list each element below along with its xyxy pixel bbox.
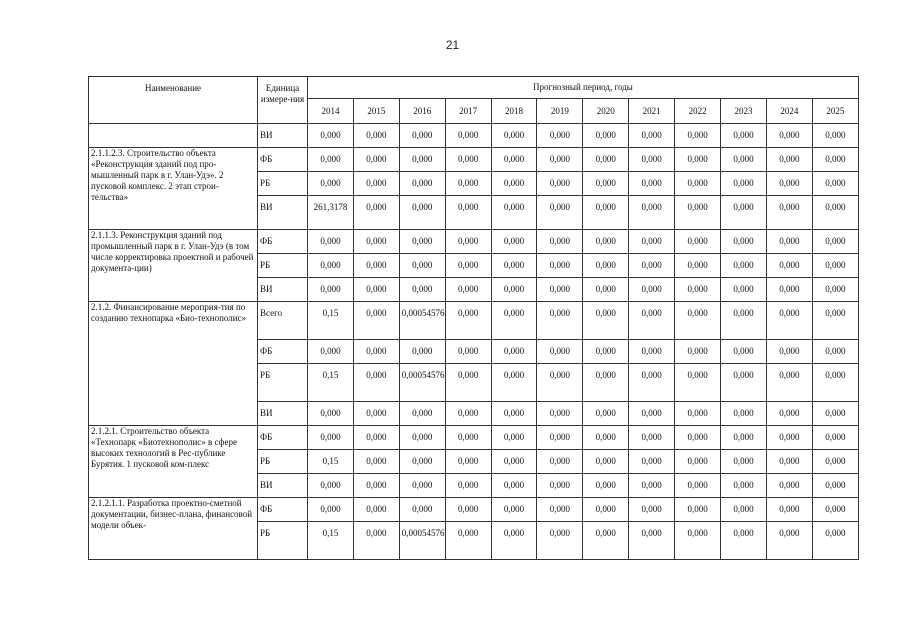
value-cell: 0,000 xyxy=(491,230,537,254)
value-cell: 0,000 xyxy=(491,340,537,364)
value-cell: 0,000 xyxy=(537,426,583,450)
unit-cell: РБ xyxy=(258,364,308,402)
value-cell: 0,000 xyxy=(308,402,354,426)
value-cell: 0,000 xyxy=(629,364,675,402)
value-cell: 0,000 xyxy=(491,148,537,172)
value-cell: 0,000 xyxy=(399,230,445,254)
value-cell: 0,000 xyxy=(308,426,354,450)
value-cell: 0,000 xyxy=(537,522,583,560)
value-cell: 0,000 xyxy=(766,254,812,278)
value-cell: 0,000 xyxy=(308,124,354,148)
value-cell: 0,000 xyxy=(445,364,491,402)
value-cell: 0,15 xyxy=(308,364,354,402)
value-cell: 0,000 xyxy=(812,364,858,402)
value-cell: 0,000 xyxy=(766,450,812,474)
value-cell: 0,000 xyxy=(766,498,812,522)
value-cell: 0,000 xyxy=(629,196,675,230)
value-cell: 0,000 xyxy=(721,402,767,426)
value-cell: 0,000 xyxy=(353,302,399,340)
value-cell: 0,000 xyxy=(721,498,767,522)
value-cell: 0,000 xyxy=(399,278,445,302)
value-cell: 0,000 xyxy=(308,148,354,172)
value-cell: 0,000 xyxy=(675,302,721,340)
value-cell: 0,15 xyxy=(308,522,354,560)
header-year: 2022 xyxy=(675,99,721,124)
value-cell: 0,000 xyxy=(675,426,721,450)
value-cell: 0,000 xyxy=(537,254,583,278)
value-cell: 0,000 xyxy=(675,172,721,196)
value-cell: 0,000 xyxy=(766,474,812,498)
unit-cell: ФБ xyxy=(258,148,308,172)
value-cell: 0,000 xyxy=(583,474,629,498)
value-cell: 0,000 xyxy=(721,172,767,196)
value-cell: 0,000 xyxy=(308,230,354,254)
value-cell: 0,000 xyxy=(491,278,537,302)
value-cell: 0,00054576 xyxy=(399,522,445,560)
value-cell: 0,00054576 xyxy=(399,364,445,402)
header-year: 2019 xyxy=(537,99,583,124)
value-cell: 0,000 xyxy=(537,302,583,340)
table-row xyxy=(89,302,859,340)
unit-cell: ВИ xyxy=(258,124,308,148)
value-cell: 0,000 xyxy=(491,172,537,196)
value-cell: 0,000 xyxy=(721,148,767,172)
value-cell: 0,000 xyxy=(629,148,675,172)
value-cell: 0,000 xyxy=(308,254,354,278)
table-row xyxy=(89,148,859,172)
value-cell: 0,000 xyxy=(583,196,629,230)
value-cell: 0,000 xyxy=(675,498,721,522)
header-year: 2017 xyxy=(445,99,491,124)
value-cell: 0,000 xyxy=(353,124,399,148)
unit-cell: РБ xyxy=(258,254,308,278)
unit-cell: ФБ xyxy=(258,230,308,254)
value-cell: 0,000 xyxy=(445,450,491,474)
value-cell: 0,000 xyxy=(445,498,491,522)
value-cell: 0,000 xyxy=(629,340,675,364)
unit-cell: РБ xyxy=(258,172,308,196)
value-cell: 0,000 xyxy=(812,474,858,498)
value-cell: 0,000 xyxy=(353,364,399,402)
value-cell: 0,000 xyxy=(629,474,675,498)
value-cell: 0,000 xyxy=(445,148,491,172)
value-cell: 0,000 xyxy=(766,426,812,450)
header-year: 2016 xyxy=(399,99,445,124)
value-cell: 0,000 xyxy=(537,148,583,172)
value-cell: 0,000 xyxy=(537,196,583,230)
value-cell: 0,000 xyxy=(766,522,812,560)
value-cell: 0,000 xyxy=(537,172,583,196)
row-name-cell xyxy=(89,124,258,148)
value-cell: 0,000 xyxy=(445,172,491,196)
value-cell: 0,000 xyxy=(766,196,812,230)
value-cell: 0,000 xyxy=(766,124,812,148)
row-name-cell: 2.1.1.2.3. Строительство объекта «Реконструкция зданий под про-мышленный парк в г. Улан-Удэ». 2 пусковой комплекс. 2 этап строи-тельства» xyxy=(89,148,258,230)
value-cell: 0,000 xyxy=(308,172,354,196)
value-cell: 0,000 xyxy=(766,402,812,426)
value-cell: 0,000 xyxy=(583,254,629,278)
value-cell: 0,000 xyxy=(583,402,629,426)
value-cell: 0,000 xyxy=(353,196,399,230)
value-cell: 0,000 xyxy=(399,474,445,498)
value-cell: 0,000 xyxy=(583,230,629,254)
value-cell: 0,000 xyxy=(675,148,721,172)
value-cell: 0,000 xyxy=(766,278,812,302)
value-cell: 0,000 xyxy=(353,426,399,450)
header-year: 2015 xyxy=(353,99,399,124)
value-cell: 0,000 xyxy=(491,254,537,278)
value-cell: 0,000 xyxy=(445,230,491,254)
value-cell: 0,000 xyxy=(537,340,583,364)
value-cell: 0,000 xyxy=(629,278,675,302)
value-cell: 0,000 xyxy=(629,172,675,196)
value-cell: 0,000 xyxy=(491,196,537,230)
value-cell: 0,000 xyxy=(812,450,858,474)
value-cell: 0,000 xyxy=(629,254,675,278)
value-cell: 0,000 xyxy=(491,498,537,522)
value-cell: 0,000 xyxy=(399,450,445,474)
value-cell: 0,000 xyxy=(537,474,583,498)
value-cell: 0,000 xyxy=(491,402,537,426)
value-cell: 0,000 xyxy=(812,230,858,254)
header-year: 2023 xyxy=(721,99,767,124)
value-cell: 0,000 xyxy=(629,522,675,560)
value-cell: 0,000 xyxy=(721,450,767,474)
value-cell: 0,000 xyxy=(491,364,537,402)
header-year: 2020 xyxy=(583,99,629,124)
value-cell: 0,000 xyxy=(675,196,721,230)
value-cell: 0,000 xyxy=(399,196,445,230)
value-cell: 0,000 xyxy=(583,450,629,474)
value-cell: 0,000 xyxy=(766,230,812,254)
value-cell: 0,000 xyxy=(445,474,491,498)
value-cell: 0,000 xyxy=(537,364,583,402)
value-cell: 0,000 xyxy=(766,172,812,196)
header-period: Прогнозный период, годы xyxy=(308,77,859,99)
value-cell: 0,000 xyxy=(399,172,445,196)
row-name-cell: 2.1.2. Финансирование мероприя-тия по созданию технопарка «Био-технополис» xyxy=(89,302,258,426)
value-cell: 0,000 xyxy=(721,426,767,450)
value-cell: 0,15 xyxy=(308,450,354,474)
value-cell: 0,000 xyxy=(353,278,399,302)
value-cell: 0,000 xyxy=(812,402,858,426)
value-cell: 0,000 xyxy=(721,340,767,364)
value-cell: 0,000 xyxy=(812,426,858,450)
value-cell: 0,000 xyxy=(583,148,629,172)
value-cell: 0,000 xyxy=(491,474,537,498)
value-cell: 0,000 xyxy=(308,498,354,522)
value-cell: 0,000 xyxy=(812,254,858,278)
value-cell: 0,000 xyxy=(399,426,445,450)
unit-cell: ФБ xyxy=(258,340,308,364)
value-cell: 0,000 xyxy=(353,148,399,172)
table-row xyxy=(89,124,859,148)
value-cell: 0,000 xyxy=(353,474,399,498)
value-cell: 0,000 xyxy=(537,230,583,254)
value-cell: 0,000 xyxy=(445,254,491,278)
value-cell: 0,000 xyxy=(766,340,812,364)
unit-cell: Всего xyxy=(258,302,308,340)
value-cell: 0,000 xyxy=(583,426,629,450)
value-cell: 0,000 xyxy=(537,450,583,474)
header-year: 2025 xyxy=(812,99,858,124)
value-cell: 0,000 xyxy=(721,278,767,302)
value-cell: 0,000 xyxy=(399,148,445,172)
value-cell: 0,000 xyxy=(583,340,629,364)
value-cell: 0,000 xyxy=(629,450,675,474)
header-unit: Единица измере-ния xyxy=(258,77,308,124)
value-cell: 0,000 xyxy=(399,254,445,278)
value-cell: 0,000 xyxy=(629,402,675,426)
value-cell: 0,000 xyxy=(675,230,721,254)
header-year: 2021 xyxy=(629,99,675,124)
table-row xyxy=(89,230,859,254)
value-cell: 0,000 xyxy=(353,230,399,254)
value-cell: 0,000 xyxy=(353,172,399,196)
unit-cell: ВИ xyxy=(258,278,308,302)
value-cell: 0,000 xyxy=(537,124,583,148)
value-cell: 0,000 xyxy=(353,498,399,522)
value-cell: 0,000 xyxy=(675,450,721,474)
value-cell: 0,000 xyxy=(445,402,491,426)
value-cell: 0,000 xyxy=(721,522,767,560)
value-cell: 0,15 xyxy=(308,302,354,340)
value-cell: 0,000 xyxy=(583,278,629,302)
value-cell: 0,000 xyxy=(491,302,537,340)
page-number: 21 xyxy=(445,38,460,52)
value-cell: 0,000 xyxy=(308,474,354,498)
value-cell: 0,000 xyxy=(721,254,767,278)
value-cell: 0,000 xyxy=(491,450,537,474)
value-cell: 0,000 xyxy=(675,124,721,148)
header-year: 2018 xyxy=(491,99,537,124)
value-cell: 0,000 xyxy=(812,124,858,148)
value-cell: 0,000 xyxy=(812,196,858,230)
value-cell: 0,000 xyxy=(629,230,675,254)
value-cell: 0,000 xyxy=(583,522,629,560)
value-cell: 0,000 xyxy=(353,402,399,426)
value-cell: 0,000 xyxy=(353,340,399,364)
value-cell: 0,000 xyxy=(399,340,445,364)
value-cell: 0,000 xyxy=(812,340,858,364)
value-cell: 0,000 xyxy=(583,498,629,522)
value-cell: 0,000 xyxy=(445,302,491,340)
value-cell: 0,000 xyxy=(721,124,767,148)
value-cell: 0,000 xyxy=(583,302,629,340)
value-cell: 0,000 xyxy=(491,522,537,560)
value-cell: 0,000 xyxy=(629,124,675,148)
value-cell: 0,000 xyxy=(583,364,629,402)
value-cell: 0,000 xyxy=(766,302,812,340)
value-cell: 0,000 xyxy=(812,172,858,196)
row-name-cell: 2.1.1.3. Реконструкция зданий под промышленный парк в г. Улан-Удэ (в том числе корректировка проектной и рабочей документа-ции) xyxy=(89,230,258,302)
value-cell: 0,000 xyxy=(675,364,721,402)
value-cell: 0,000 xyxy=(583,124,629,148)
value-cell: 0,000 xyxy=(491,426,537,450)
value-cell: 0,000 xyxy=(445,278,491,302)
value-cell: 0,000 xyxy=(308,278,354,302)
value-cell: 0,000 xyxy=(537,278,583,302)
value-cell: 0,000 xyxy=(812,278,858,302)
header-name: Наименование xyxy=(89,77,258,124)
value-cell: 0,000 xyxy=(445,522,491,560)
unit-cell: ВИ xyxy=(258,474,308,498)
unit-cell: ВИ xyxy=(258,196,308,230)
table-row xyxy=(89,426,859,450)
row-name-cell: 2.1.2.1. Строительство объекта «Технопарк «Биотехнополис» в сфере высоких технологий в Рес-публике Бурятия. 1 пусковой ком-плекс xyxy=(89,426,258,498)
value-cell: 0,000 xyxy=(629,302,675,340)
value-cell: 0,000 xyxy=(353,450,399,474)
value-cell: 0,000 xyxy=(399,498,445,522)
value-cell: 0,000 xyxy=(629,498,675,522)
value-cell: 0,000 xyxy=(629,426,675,450)
row-name-cell: 2.1.2.1.1. Разработка проектно-сметной документации, бизнес-плана, финансовой модели объек- xyxy=(89,498,258,560)
value-cell: 0,000 xyxy=(308,340,354,364)
value-cell: 0,000 xyxy=(353,522,399,560)
value-cell: 0,000 xyxy=(675,254,721,278)
unit-cell: ВИ xyxy=(258,402,308,426)
header-year: 2014 xyxy=(308,99,354,124)
value-cell: 261,3178 xyxy=(308,196,354,230)
value-cell: 0,000 xyxy=(445,196,491,230)
value-cell: 0,000 xyxy=(445,426,491,450)
value-cell: 0,000 xyxy=(399,124,445,148)
unit-cell: ФБ xyxy=(258,498,308,522)
unit-cell: РБ xyxy=(258,522,308,560)
value-cell: 0,000 xyxy=(491,124,537,148)
value-cell: 0,000 xyxy=(353,254,399,278)
value-cell: 0,000 xyxy=(399,402,445,426)
value-cell: 0,000 xyxy=(721,196,767,230)
value-cell: 0,000 xyxy=(675,522,721,560)
header-year: 2024 xyxy=(766,99,812,124)
value-cell: 0,000 xyxy=(445,340,491,364)
value-cell: 0,000 xyxy=(537,402,583,426)
value-cell: 0,000 xyxy=(675,474,721,498)
value-cell: 0,000 xyxy=(812,498,858,522)
value-cell: 0,000 xyxy=(675,278,721,302)
unit-cell: ФБ xyxy=(258,426,308,450)
value-cell: 0,000 xyxy=(812,148,858,172)
value-cell: 0,000 xyxy=(537,498,583,522)
value-cell: 0,000 xyxy=(721,364,767,402)
forecast-table xyxy=(88,76,859,560)
unit-cell: РБ xyxy=(258,450,308,474)
value-cell: 0,000 xyxy=(766,148,812,172)
value-cell: 0,000 xyxy=(583,172,629,196)
value-cell: 0,000 xyxy=(721,474,767,498)
value-cell: 0,000 xyxy=(766,364,812,402)
value-cell: 0,000 xyxy=(445,124,491,148)
value-cell: 0,000 xyxy=(812,522,858,560)
value-cell: 0,000 xyxy=(675,402,721,426)
value-cell: 0,000 xyxy=(675,340,721,364)
value-cell: 0,000 xyxy=(721,230,767,254)
value-cell: 0,000 xyxy=(812,302,858,340)
value-cell: 0,000 xyxy=(721,302,767,340)
table-row xyxy=(89,498,859,522)
value-cell: 0,00054576 xyxy=(399,302,445,340)
